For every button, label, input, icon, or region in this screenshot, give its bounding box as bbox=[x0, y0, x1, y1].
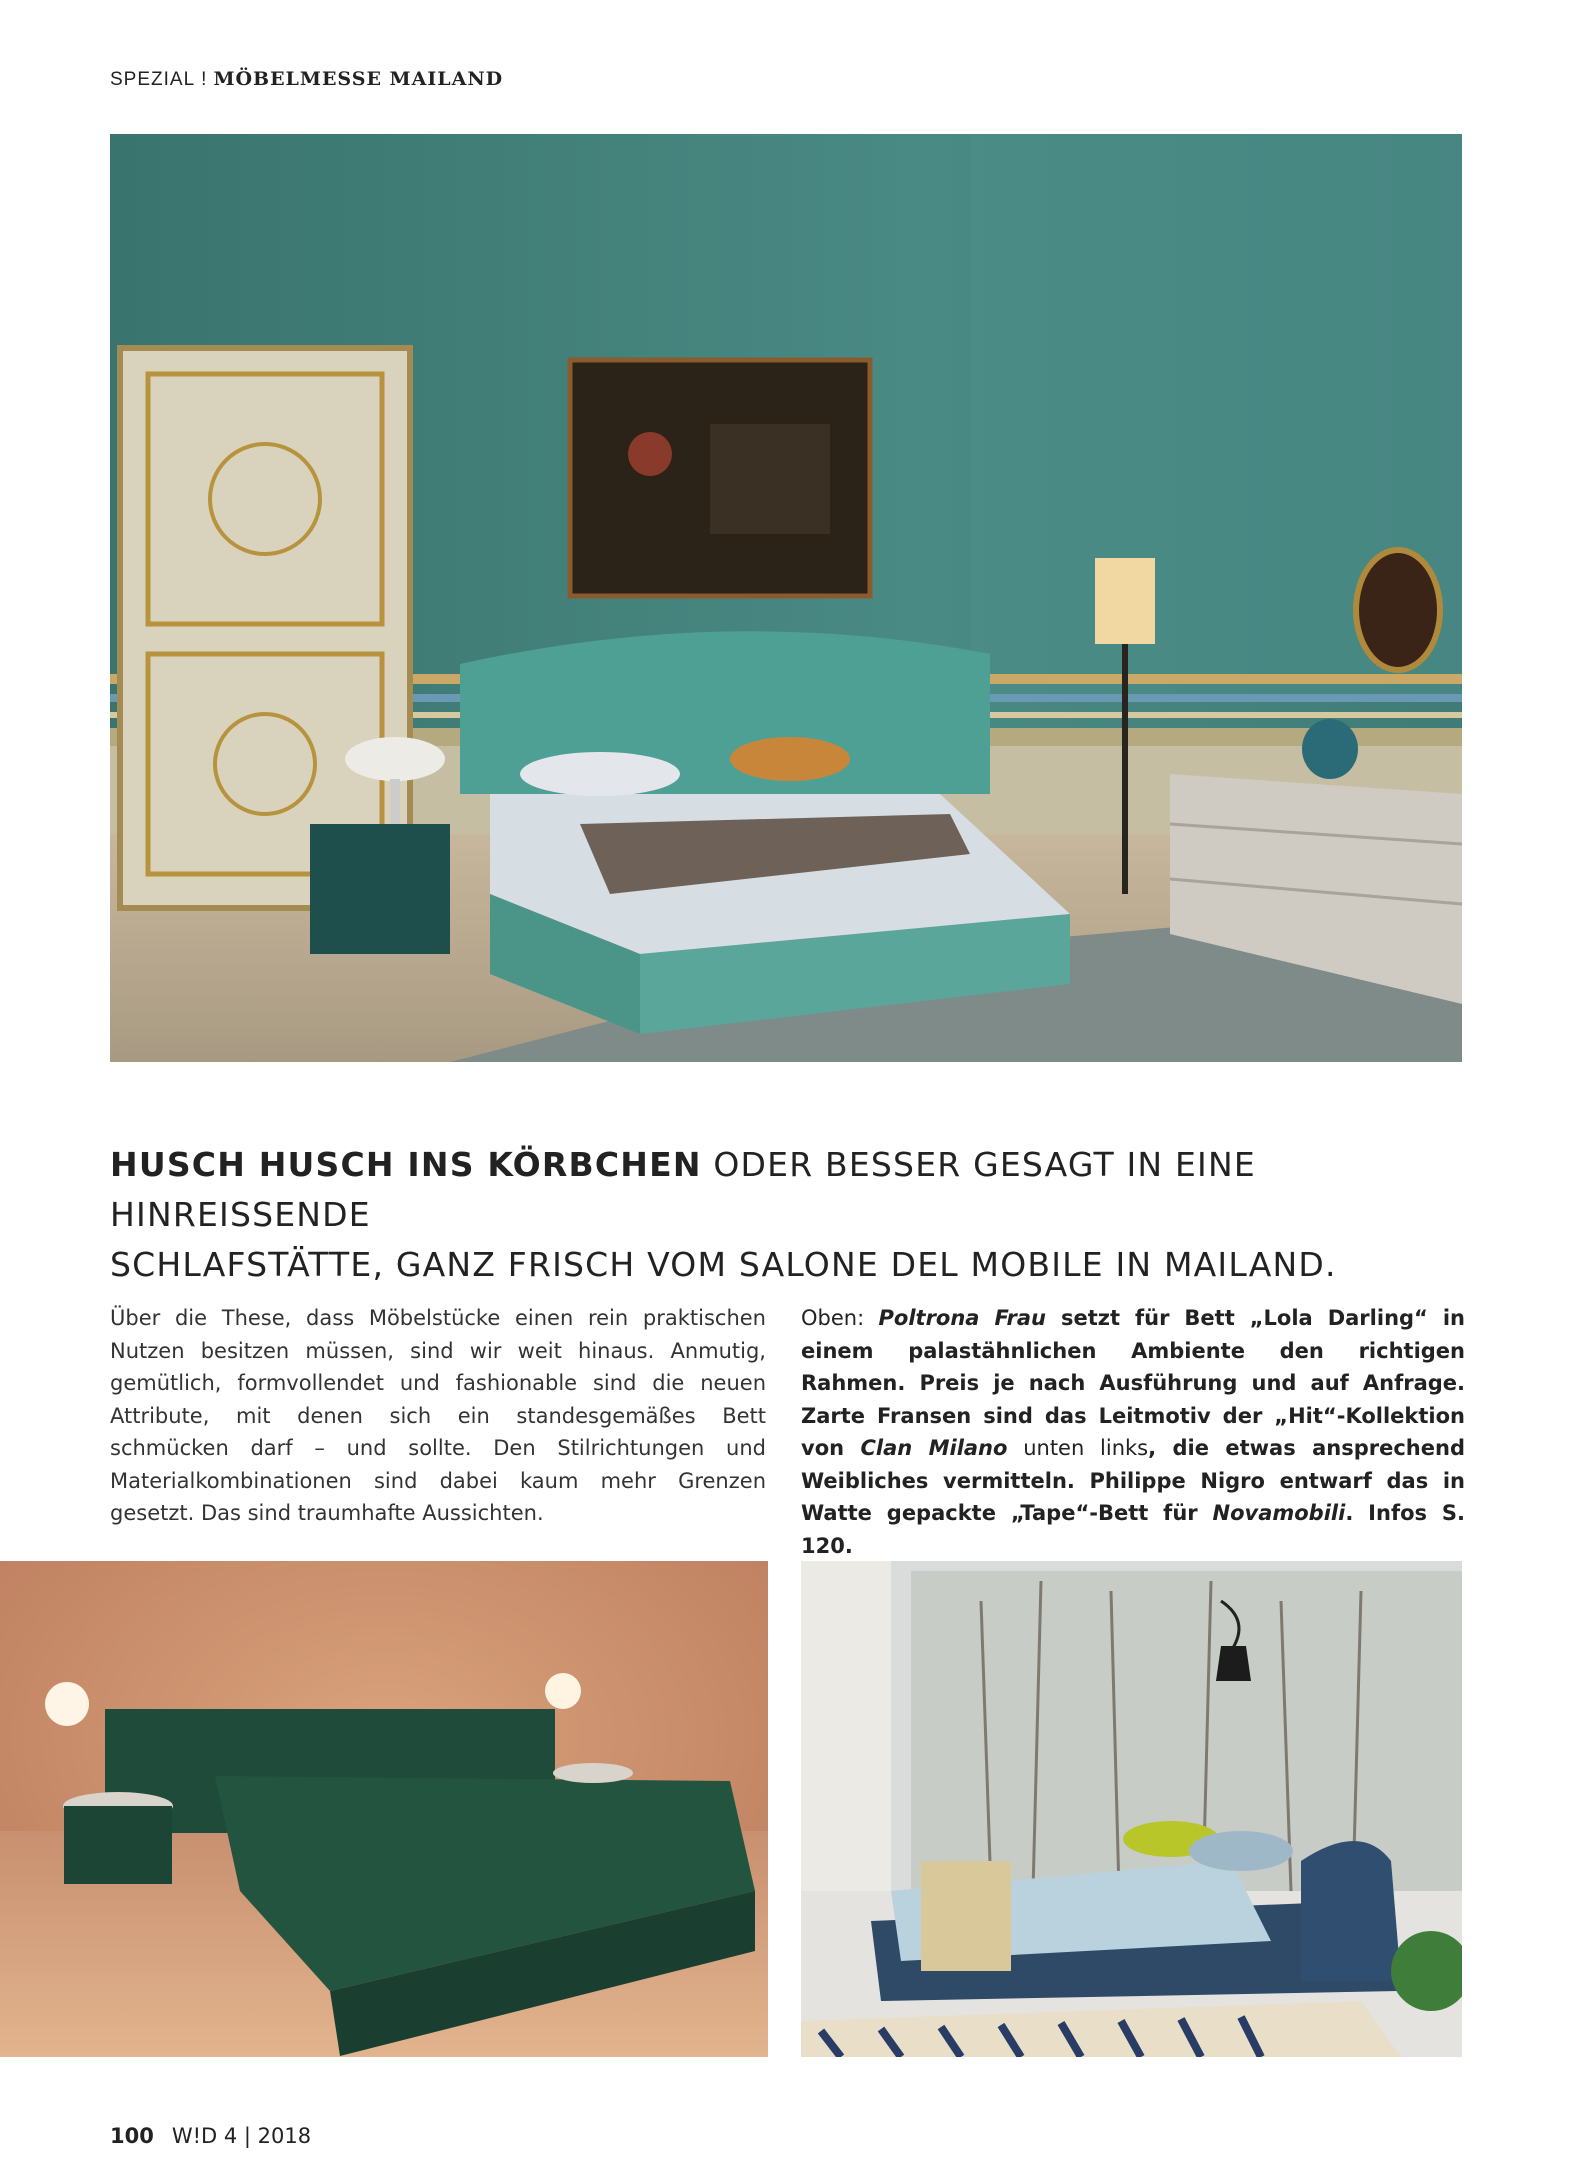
caption-brand-novamobili: Novamobili bbox=[1212, 1501, 1346, 1525]
section-topic: MÖBELMESSE MAILAND bbox=[213, 68, 504, 90]
green-velvet-bed-photo bbox=[0, 1561, 768, 2057]
page-footer bbox=[110, 2124, 311, 2148]
photo-caption bbox=[801, 1302, 1465, 1562]
headline-line2: SCHLAFSTÄTTE, GANZ FRISCH VOM SALONE DEL MOBILE IN MAILAND. bbox=[110, 1245, 1337, 1284]
caption-part3: , die etwas ansprechend Weibliches vermitteln. Philippe Nigro entwarf das in Watte gepackte „Tape“-Bett für bbox=[801, 1436, 1465, 1525]
caption-part1: setzt für Bett „Lola Darling“ in einem palastähnlichen Ambiente den richtigen Rahmen. Preis je nach Ausführung und auf Anfrage. Zarte Fransen sind das Leitmotiv der „Hit“-Kollektion von bbox=[801, 1306, 1465, 1460]
section-name: SPEZIAL bbox=[110, 69, 196, 90]
section-label bbox=[110, 68, 503, 91]
caption-part4: . Infos S. 120. bbox=[801, 1501, 1465, 1558]
caption-brand-clan-milano: Clan Milano bbox=[860, 1436, 1008, 1460]
blue-tape-bed-photo bbox=[801, 1561, 1462, 2057]
caption-part2: unten links bbox=[1007, 1436, 1149, 1460]
page-number: 100 bbox=[110, 2124, 154, 2148]
magazine-issue: W!D 4 | 2018 bbox=[171, 2124, 312, 2148]
main-bedroom-photo bbox=[110, 134, 1462, 1062]
headline-line1-rest: ODER BESSER GESAGT IN EINE HINREISSENDE bbox=[110, 1145, 1256, 1234]
body-paragraph: Über die These, dass Möbelstücke einen rein praktischen Nutzen besitzen müssen, sind wir weit hinaus. Anmutig, gemütlich, formvollendet und fashionable sind die neuen Attribute, mit denen sich ein standesgemäßes Bett schmücken darf – und sollte. Den Stilrichtungen und Materialkombinationen sind dabei kaum mehr Grenzen gesetzt. Das sind traumhafte Aussichten. bbox=[110, 1306, 766, 1525]
caption-brand-poltrona-frau: Poltrona Frau bbox=[878, 1306, 1046, 1330]
headline-lead: HUSCH HUSCH INS KÖRBCHEN bbox=[110, 1145, 702, 1184]
headline bbox=[110, 1140, 1470, 1290]
caption-intro: Oben: bbox=[801, 1306, 879, 1330]
section-separator: ! bbox=[201, 69, 208, 90]
